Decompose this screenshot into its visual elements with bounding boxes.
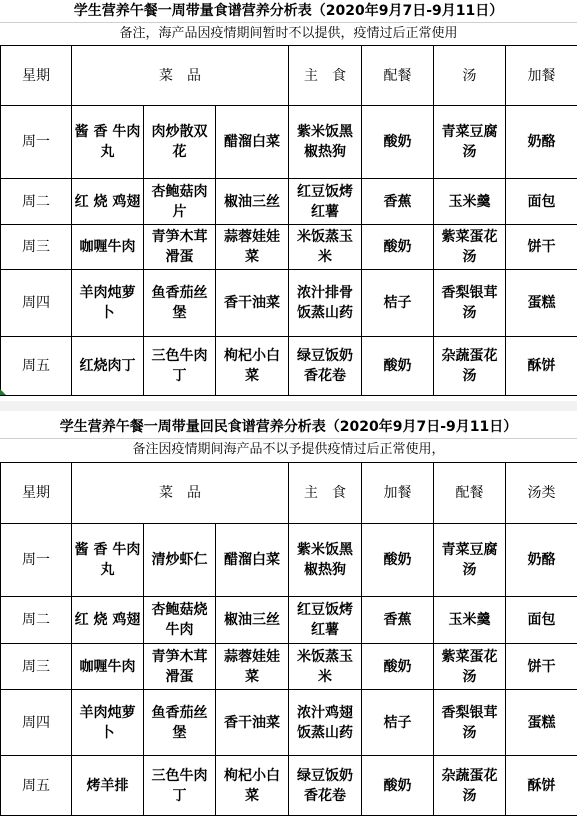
dish-cell: 青笋木茸滑蛋 <box>144 225 216 270</box>
dish-cell: 醋溜白菜 <box>216 106 289 179</box>
snack-cell: 面包 <box>506 179 577 225</box>
dish-cell: 烤羊排 <box>72 756 144 816</box>
table-row <box>1 524 577 597</box>
dish-cell: 咖喱牛肉 <box>72 225 144 270</box>
dish-cell: 羊肉炖萝卜 <box>72 690 144 756</box>
snack-cell: 面包 <box>506 597 577 644</box>
dish-cell: 香干油菜 <box>216 690 289 756</box>
staple-cell: 绿豆饭奶香花卷 <box>289 756 362 816</box>
dish-cell: 羊肉炖萝卜 <box>72 270 144 337</box>
dish-cell: 蒜蓉娃娃菜 <box>216 644 289 690</box>
snack-cell: 饼干 <box>506 225 577 270</box>
staple-cell: 绿豆饭奶香花卷 <box>289 337 362 396</box>
side-cell: 桔子 <box>362 270 434 337</box>
dish-cell: 肉炒散双花 <box>144 106 216 179</box>
side-cell: 酸奶 <box>362 225 434 270</box>
sheet2-note: 备注因疫情期间海产品不以予提供疫情过后正常使用， <box>132 442 445 457</box>
header-col7: 汤类 <box>506 463 577 524</box>
table-row <box>1 756 577 816</box>
side-cell: 酸奶 <box>362 644 434 690</box>
day-cell: 周四 <box>1 690 72 756</box>
header-col6: 配餐 <box>434 463 506 524</box>
table-row <box>1 597 577 644</box>
dish-cell: 枸杞小白菜 <box>216 337 289 396</box>
sheet-gap <box>0 401 577 411</box>
soup-cell: 杂蔬蛋花汤 <box>434 337 506 396</box>
dish-cell: 鱼香茄丝堡 <box>144 690 216 756</box>
soup-cell: 玉米羹 <box>434 179 506 225</box>
side-cell: 香蕉 <box>362 597 434 644</box>
header-staple: 主 食 <box>289 463 362 524</box>
dish-cell: 青笋木茸滑蛋 <box>144 644 216 690</box>
dish-cell: 椒油三丝 <box>216 597 289 644</box>
dish-cell: 枸杞小白菜 <box>216 756 289 816</box>
dish-cell: 酱 香 牛肉丸 <box>72 106 144 179</box>
staple-cell: 米饭蒸玉米 <box>289 225 362 270</box>
dish-cell: 红烧肉丁 <box>72 337 144 396</box>
side-cell: 香蕉 <box>362 179 434 225</box>
table-row <box>1 644 577 690</box>
staple-cell: 浓汁鸡翅饭蒸山药 <box>289 690 362 756</box>
day-cell: 周四 <box>1 270 72 337</box>
table-header-row <box>1 46 577 106</box>
snack-cell: 酥饼 <box>506 337 577 396</box>
side-cell: 桔子 <box>362 690 434 756</box>
header-col7: 加餐 <box>506 46 577 106</box>
snack-cell: 饼干 <box>506 644 577 690</box>
staple-cell: 浓汁排骨饭蒸山药 <box>289 270 362 337</box>
dish-cell: 香干油菜 <box>216 270 289 337</box>
day-cell: 周三 <box>1 225 72 270</box>
table-row <box>1 106 577 179</box>
snack-cell: 酥饼 <box>506 756 577 816</box>
dish-cell: 杏鲍菇肉片 <box>144 179 216 225</box>
cell-marker-icon <box>0 389 6 395</box>
staple-cell: 红豆饭烤红薯 <box>289 597 362 644</box>
table-row <box>1 179 577 225</box>
header-col5: 加餐 <box>362 463 434 524</box>
soup-cell: 香梨银茸汤 <box>434 690 506 756</box>
day-cell: 周二 <box>1 597 72 644</box>
staple-cell: 米饭蒸玉米 <box>289 644 362 690</box>
soup-cell: 青菜豆腐汤 <box>434 524 506 597</box>
day-cell: 周二 <box>1 179 72 225</box>
side-cell: 酸奶 <box>362 106 434 179</box>
staple-cell: 紫米饭黑椒热狗 <box>289 106 362 179</box>
header-staple: 主 食 <box>289 46 362 106</box>
table-row <box>1 225 577 270</box>
sheet2-menu-table <box>0 462 577 816</box>
header-dishes: 菜 品 <box>72 463 289 524</box>
dish-cell: 醋溜白菜 <box>216 524 289 597</box>
snack-cell: 蛋糕 <box>506 690 577 756</box>
soup-cell: 紫菜蛋花汤 <box>434 644 506 690</box>
table-row <box>1 270 577 337</box>
table-header-row <box>1 463 577 524</box>
sheet1-note: 备注，海产品因疫情期间暂时不以提供，疫情过后正常使用 <box>119 26 458 41</box>
side-cell: 酸奶 <box>362 337 434 396</box>
soup-cell: 青菜豆腐汤 <box>434 106 506 179</box>
dish-cell: 红 烧 鸡翅 <box>72 179 144 225</box>
day-cell: 周一 <box>1 106 72 179</box>
snack-cell: 奶酪 <box>506 106 577 179</box>
header-dishes: 菜 品 <box>72 46 289 106</box>
dish-cell: 三色牛肉丁 <box>144 337 216 396</box>
soup-cell: 玉米羹 <box>434 597 506 644</box>
soup-cell: 香梨银茸汤 <box>434 270 506 337</box>
sheet1-title: 学生营养午餐一周带量食谱营养分析表（2020年9月7日-9月11日） <box>73 3 504 19</box>
dish-cell: 清炒虾仁 <box>144 524 216 597</box>
dish-cell: 椒油三丝 <box>216 179 289 225</box>
snack-cell: 蛋糕 <box>506 270 577 337</box>
soup-cell: 杂蔬蛋花汤 <box>434 756 506 816</box>
day-cell: 周五 <box>1 756 72 816</box>
dish-cell: 蒜蓉娃娃菜 <box>216 225 289 270</box>
sheet1-menu-table <box>0 45 577 396</box>
dish-cell: 三色牛肉丁 <box>144 756 216 816</box>
dish-cell: 鱼香茄丝堡 <box>144 270 216 337</box>
side-cell: 酸奶 <box>362 756 434 816</box>
staple-cell: 紫米饭黑椒热狗 <box>289 524 362 597</box>
table-row <box>1 690 577 756</box>
side-cell: 酸奶 <box>362 524 434 597</box>
snack-cell: 奶酪 <box>506 524 577 597</box>
dish-cell: 杏鲍菇烧牛肉 <box>144 597 216 644</box>
dish-cell: 酱 香 牛肉丸 <box>72 524 144 597</box>
sheet2-title: 学生营养午餐一周带量回民食谱营养分析表（2020年9月7日-9月11日） <box>59 419 518 435</box>
table-row <box>1 337 577 396</box>
staple-cell: 红豆饭烤红薯 <box>289 179 362 225</box>
day-cell: 周五 <box>1 337 72 396</box>
dish-cell: 咖喱牛肉 <box>72 644 144 690</box>
day-cell: 周一 <box>1 524 72 597</box>
header-col6: 汤 <box>434 46 506 106</box>
header-col5: 配餐 <box>362 46 434 106</box>
header-day: 星期 <box>1 463 72 524</box>
day-cell: 周三 <box>1 644 72 690</box>
soup-cell: 紫菜蛋花汤 <box>434 225 506 270</box>
dish-cell: 红 烧 鸡翅 <box>72 597 144 644</box>
header-day: 星期 <box>1 46 72 106</box>
